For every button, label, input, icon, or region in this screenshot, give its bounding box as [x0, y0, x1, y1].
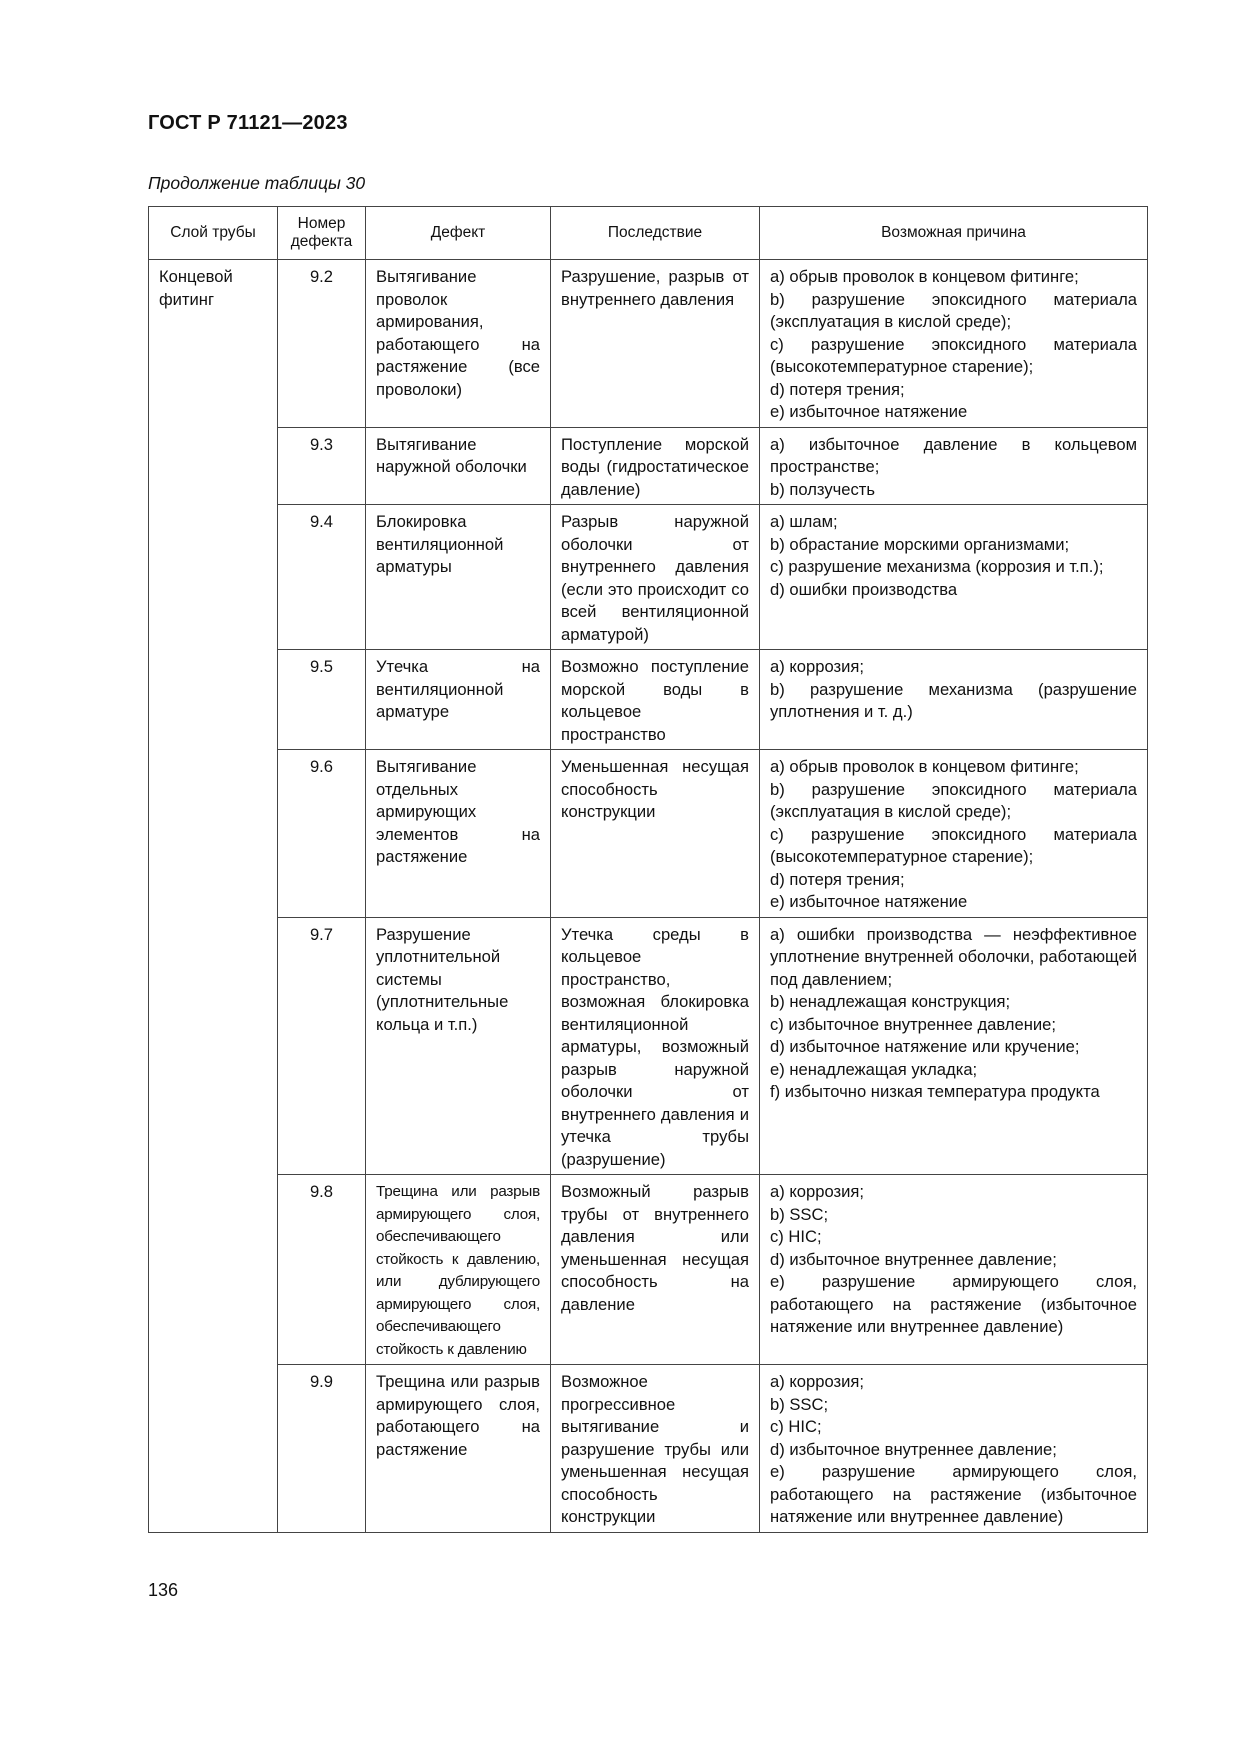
- defect-text: Трещина или разрыв армирующего слоя, работающего на растяжение: [366, 1365, 551, 1533]
- cause-item: b) ползучесть: [770, 479, 876, 499]
- table-row: [149, 1175, 1148, 1365]
- causes-cell: [760, 1175, 1148, 1365]
- cause-item: c) HIC;: [770, 1227, 822, 1246]
- cause-item: a) коррозия;: [770, 1182, 865, 1201]
- cause-item: a) шлам;: [770, 512, 838, 531]
- cause-item: c) разрушение механизма (коррозия и т.п.);: [770, 557, 1104, 576]
- cause-item: c) избыточное внутреннее давление;: [770, 1014, 1056, 1034]
- defect-number: 9.5: [278, 650, 366, 750]
- consequence-text: Разрыв наружной оболочки от внутреннего давления (если это происходит со всей вентиляционной арматурой): [551, 505, 760, 650]
- consequence-text: Уменьшенная несущая способность конструкции: [551, 750, 760, 918]
- cause-item: e) ненадлежащая укладка;: [770, 1059, 978, 1079]
- cause-item: d) избыточное натяжение или кручение;: [770, 1037, 1080, 1056]
- table-row: [149, 427, 1148, 505]
- causes-cell: [760, 650, 1148, 750]
- table-row: [149, 1365, 1148, 1533]
- cause-item: f) избыточно низкая температура продукта: [770, 1082, 1100, 1101]
- defect-text: Трещина или разрыв армирующего слоя, обеспечивающего стойкость к давлению, или дублирующего армирующего слоя, обеспечивающего стойкость к давлению: [366, 1175, 551, 1365]
- layer-cell: Концевой фитинг: [149, 260, 278, 1533]
- cause-item: a) ошибки производства — неэффективное уплотнение внутренней оболочки, работающей под давлением;: [770, 924, 1137, 989]
- consequence-text: Возможный разрыв трубы от внутреннего давления или уменьшенная несущая способность на давление: [551, 1175, 760, 1365]
- cause-item: c) разрушение эпоксидного материала (высокотемпературное старение);: [770, 334, 1137, 376]
- causes-cell: [760, 750, 1148, 918]
- cause-item: c) разрушение эпоксидного материала (высокотемпературное старение);: [770, 824, 1137, 866]
- cause-item: d) избыточное внутреннее давление;: [770, 1439, 1057, 1459]
- defect-number: 9.9: [278, 1365, 366, 1533]
- consequence-text: Поступление морской воды (гидростатическое давление): [551, 427, 760, 505]
- cause-item: d) потеря трения;: [770, 869, 905, 889]
- column-header-cause: Возможная причина: [760, 207, 1148, 260]
- cause-item: a) обрыв проволок в концевом фитинге;: [770, 267, 1079, 286]
- defect-number: 9.6: [278, 750, 366, 918]
- cause-item: c) HIC;: [770, 1417, 822, 1436]
- page-number: 136: [148, 1580, 179, 1600]
- consequence-text: Разрушение, разрыв от внутреннего давления: [551, 260, 760, 428]
- causes-cell: [760, 427, 1148, 505]
- causes-cell: [760, 505, 1148, 650]
- cause-item: e) избыточное натяжение: [770, 892, 968, 911]
- defect-number: 9.2: [278, 260, 366, 428]
- table-header-row: [149, 207, 1148, 260]
- column-header-consequence: Последствие: [551, 207, 760, 260]
- defect-text: Разрушение уплотнительной системы (уплотнительные кольца и т.п.): [366, 917, 551, 1175]
- causes-cell: [760, 1365, 1148, 1533]
- defect-text: Вытягивание наружной оболочки: [366, 427, 551, 505]
- cause-item: e) избыточное натяжение: [770, 402, 968, 421]
- defect-number: 9.3: [278, 427, 366, 505]
- table-row: [149, 505, 1148, 650]
- cause-item: b) разрушение эпоксидного материала (эксплуатация в кислой среде);: [770, 289, 1137, 331]
- cause-item: b) SSC;: [770, 1394, 829, 1414]
- cause-item: e) разрушение армирующего слоя, работающего на растяжение (избыточное натяжение или внутреннее давление): [770, 1272, 1137, 1336]
- standard-code: ГОСТ Р 71121—2023: [148, 112, 348, 134]
- cause-item: b) SSC;: [770, 1204, 829, 1224]
- defect-text: Вытягивание проволок армирования, работающего на растяжение (все проволоки): [366, 260, 551, 428]
- table-row: [149, 750, 1148, 918]
- defect-number: 9.8: [278, 1175, 366, 1365]
- column-header-number: Номер дефекта: [278, 207, 366, 260]
- causes-cell: [760, 260, 1148, 428]
- defect-text: Вытягивание отдельных армирующих элементов на растяжение: [366, 750, 551, 918]
- defects-table: [148, 206, 1148, 1533]
- defect-number: 9.7: [278, 917, 366, 1175]
- cause-item: b) обрастание морскими организмами;: [770, 534, 1070, 554]
- cause-item: b) разрушение механизма (разрушение уплотнения и т. д.): [770, 679, 1137, 721]
- consequence-text: Возможное прогрессивное вытягивание и разрушение трубы или уменьшенная несущая способность конструкции: [551, 1365, 760, 1533]
- defect-text: Утечка на вентиляционной арматуре: [366, 650, 551, 750]
- cause-item: a) избыточное давление в кольцевом пространстве;: [770, 434, 1137, 476]
- cause-item: d) избыточное внутреннее давление;: [770, 1249, 1057, 1269]
- cause-item: b) разрушение эпоксидного материала (эксплуатация в кислой среде);: [770, 779, 1137, 821]
- column-header-defect: Дефект: [366, 207, 551, 260]
- causes-cell: [760, 917, 1148, 1175]
- cause-item: d) потеря трения;: [770, 379, 905, 399]
- consequence-text: Утечка среды в кольцевое пространство, возможная блокировка вентиляционной арматуры, возможный разрыв наружной оболочки от внутреннего давления и утечка трубы (разрушение): [551, 917, 760, 1175]
- table-row: [149, 650, 1148, 750]
- cause-item: a) коррозия;: [770, 657, 865, 676]
- cause-item: d) ошибки производства: [770, 579, 958, 599]
- table-row: [149, 917, 1148, 1175]
- defect-text: Блокировка вентиляционной арматуры: [366, 505, 551, 650]
- defect-number: 9.4: [278, 505, 366, 650]
- cause-item: e) разрушение армирующего слоя, работающего на растяжение (избыточное натяжение или внутреннее давление): [770, 1462, 1137, 1526]
- cause-item: a) коррозия;: [770, 1372, 865, 1391]
- cause-item: a) обрыв проволок в концевом фитинге;: [770, 757, 1079, 776]
- cause-item: b) ненадлежащая конструкция;: [770, 992, 1011, 1011]
- table-row: [149, 260, 1148, 428]
- table-caption: Продолжение таблицы 30: [148, 173, 366, 193]
- column-header-layer: Слой трубы: [149, 207, 278, 260]
- consequence-text: Возможно поступление морской воды в кольцевое пространство: [551, 650, 760, 750]
